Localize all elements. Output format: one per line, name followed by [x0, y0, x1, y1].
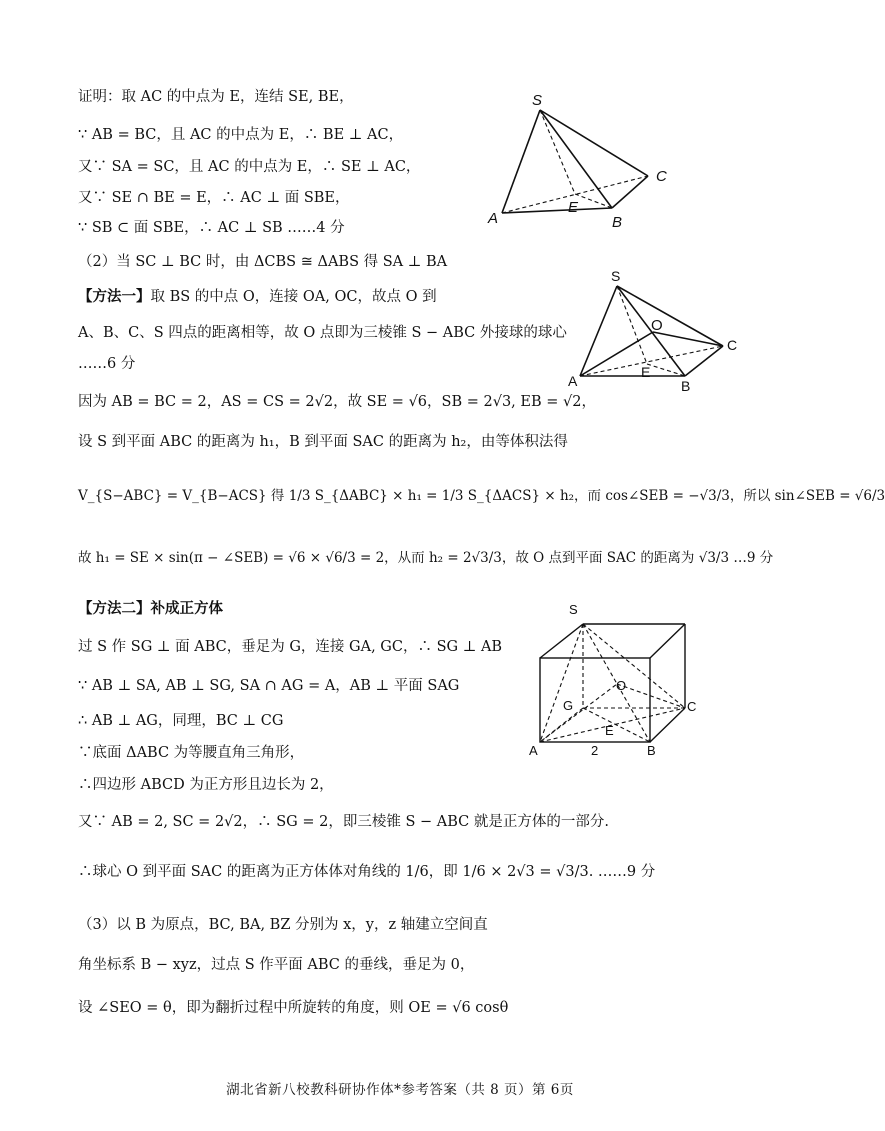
- method2-title: 补成正方体: [150, 600, 223, 617]
- label-edge-length: 2: [591, 743, 599, 758]
- part2-line: （2）当 SC ⊥ BC 时，由 ΔCBS ≅ ΔABS 得 SA ⊥ BA: [78, 254, 448, 270]
- label-B: B: [612, 214, 623, 231]
- method2-line-4: ∴ AB ⊥ AG，同理，BC ⊥ CG: [78, 713, 284, 729]
- h1-line: 故 h₁ = SE × sin(π − ∠SEB) = √6 × √6/3 = 2，从而 h₂ = 2√3/3，故 O 点到平面 SAC 的距离为 √3/3 …9 分: [78, 550, 774, 566]
- page-footer: 湖北省新八校教科研协作体*参考答案（共 8 页）第 6页: [226, 1082, 574, 1098]
- method1-line-2: A、B、C、S 四点的距离相等，故 O 点即为三棱锥 S − ABC 外接球的球心: [78, 325, 567, 341]
- label-E: E: [641, 364, 651, 380]
- method2-line-6: ∴四边形 ABCD 为正方形且边长为 2，: [78, 777, 334, 793]
- label-O: O: [651, 317, 663, 334]
- proof-line-2: ∵ AB = BC，且 AC 的中点为 E，∴ BE ⊥ AC，: [78, 127, 404, 143]
- part3-line-2: 角坐标系 B − xyz，过点 S 作平面 ABC 的垂线，垂足为 0，: [78, 957, 475, 973]
- label-G: G: [563, 698, 574, 713]
- label-S: S: [611, 268, 621, 284]
- method2-line-2: 过 S 作 SG ⊥ 面 ABC，垂足为 G，连接 GA, GC，∴ SG ⊥ AB: [78, 639, 503, 655]
- method1-line-3: ……6 分: [78, 356, 136, 372]
- lengths-line: 因为 AB = BC = 2，AS = CS = 2√2，故 SE = √6，SB = 2√3, EB = √2，: [78, 394, 596, 410]
- figure-3-cube: [525, 598, 705, 758]
- part3-line-1: （3）以 B 为原点，BC, BA, BZ 分别为 x，y，z 轴建立空间直: [78, 917, 488, 933]
- part3-line-3: 设 ∠SEO = θ，即为翻折过程中所旋转的角度，则 OE = √6 cosθ: [78, 1000, 509, 1016]
- method1-line: [78, 287, 437, 307]
- figure-2-tetrahedron: [565, 268, 745, 398]
- label-B: B: [647, 743, 656, 758]
- proof-line-5: ∵ SB ⊂ 面 SBE，∴ AC ⊥ SB ……4 分: [78, 220, 345, 236]
- label-C: C: [687, 699, 697, 714]
- label-E: E: [605, 723, 614, 738]
- method1-heading: 【方法一】: [78, 288, 151, 305]
- method2-line: [78, 599, 223, 619]
- method2-line-8: ∴球心 O 到平面 SAC 的距离为正方体体对角线的 1/6，即 1/6 × 2√3 = √3/3. ……9 分: [78, 864, 656, 880]
- method2-line-5: ∵底面 ΔABC 为等腰直角三角形，: [78, 745, 305, 761]
- method2-line-7: 又∵ AB = 2, SC = 2√2，∴ SG = 2，即三棱锥 S − ABC 就是正方体的一部分.: [78, 814, 609, 830]
- label-E: E: [568, 199, 579, 216]
- label-A: A: [529, 743, 538, 758]
- proof-line-1: 证明：取 AC 的中点为 E，连结 SE, BE，: [78, 89, 354, 105]
- method2-heading: 【方法二】: [78, 600, 151, 617]
- label-A: A: [568, 373, 578, 389]
- label-B: B: [681, 378, 691, 394]
- method1-text: 取 BS 的中点 O，连接 OA, OC，故点 O 到: [150, 289, 437, 305]
- label-A: A: [488, 210, 499, 227]
- figure-1-tetrahedron: [480, 88, 680, 238]
- label-C: C: [656, 168, 667, 185]
- label-C: C: [727, 337, 738, 353]
- label-O: O: [616, 678, 627, 693]
- proof-line-3: 又∵ SA = SC，且 AC 的中点为 E，∴ SE ⊥ AC，: [78, 159, 421, 175]
- label-S: S: [532, 92, 543, 109]
- distance-line: 设 S 到平面 ABC 的距离为 h₁，B 到平面 SAC 的距离为 h₂，由等体积法得: [78, 434, 568, 450]
- volume-equation-line: V_{S−ABC} = V_{B−ACS} 得 1/3 S_{ΔABC} × h₁ = 1/3 S_{ΔACS} × h₂，而 cos∠SEB = −√3/3，所以 sin∠SEB = √6/3: [78, 488, 885, 504]
- method2-line-3: ∵ AB ⊥ SA, AB ⊥ SG, SA ∩ AG = A，AB ⊥ 平面 SAG: [78, 678, 460, 694]
- proof-line-4: 又∵ SE ∩ BE = E，∴ AC ⊥ 面 SBE，: [78, 190, 350, 206]
- label-S: S: [569, 602, 578, 617]
